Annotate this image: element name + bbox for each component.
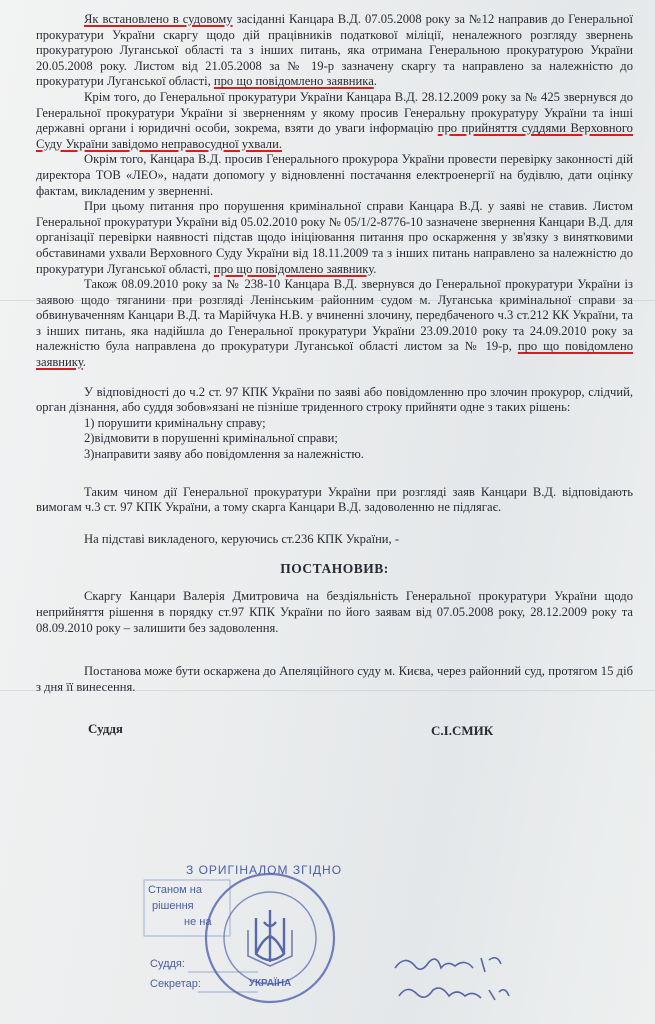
court-seal-icon bbox=[202, 870, 338, 1006]
stamp-line: не на bbox=[184, 916, 212, 928]
text-segment: засіданні Канцара В.Д. 07.05.2008 року за №12 направив до Генеральної прокуратури України скаргу щодо дій працівників податкової міліції, неналежного розгляду звернень прокуратурою Луганської області та з інших питань, яка отримана Генеральною прокуратурою України 20.05.2008 року. Листом від 21.05.2008 за № 19-р зазначену скаргу та направлено за належністю до прокуратури Луганської області, bbox=[36, 12, 633, 89]
paragraph-2 bbox=[36, 90, 633, 152]
stamp-label-judge: Суддя: bbox=[150, 958, 185, 970]
text-segment: . bbox=[373, 261, 377, 276]
seal-text: УКРАЇНА bbox=[248, 978, 292, 989]
paragraph-conclusion: Таким чином дії Генеральної прокуратури України при розгляді заяв Канцари В.Д. відповідають вимогам ч.3 ст. 97 КПК України, а тому скарга Канцари В.Д. задоволенню не підлягає. bbox=[36, 484, 633, 515]
underlined-text: про що повідомлено заявнику bbox=[36, 339, 634, 370]
decision-heading: ПОСТАНОВИВ: bbox=[280, 561, 389, 577]
stamp-label-secretary: Секретар: bbox=[150, 978, 201, 990]
option-item: 2)відмовити в порушенні кримінальної справи; bbox=[84, 431, 338, 446]
judge-label: Суддя bbox=[88, 721, 123, 737]
stamp-line: рішення bbox=[152, 900, 194, 912]
text-segment: При цьому питання про порушення кримінальної справи Канцара В.Д. у заяві не ставив. Листом Генеральної прокуратури України від 05.02.2010 року № 05/1/2-8776-10 зазначене звернення Канцари В.Д. для організації перевірки наявності підстав щодо ініціювання питання про оскарження у зв'язку з винятковими обставинами ухвали Верховного Суду України від 18.11.2009 та з інших питань направлено за належністю до прокуратури Луганської області, bbox=[36, 199, 633, 276]
option-item: 3)направити заяву або повідомлення за належністю. bbox=[84, 447, 364, 462]
spacer bbox=[36, 636, 633, 664]
text-segment: Окрім того, Канцара В.Д. просив Генерального прокурора України провести перевірку законності дій директора ТОВ «ЛЕО», надати допомогу у відновленні постачання електроенергії на будівлю, дати оцінку фактам, викладеним у зверненні. bbox=[36, 152, 633, 198]
stamp-line: З ОРИГІНАЛОМ ЗГІДНО bbox=[186, 863, 343, 877]
stamp-line: Станом на bbox=[148, 884, 202, 896]
paragraph-3 bbox=[36, 152, 633, 199]
paragraph-4 bbox=[36, 199, 633, 277]
paragraph-5 bbox=[36, 277, 633, 371]
options-list bbox=[36, 416, 633, 463]
option-item: 1) порушити кримінальну справу; bbox=[84, 415, 266, 430]
document-body bbox=[36, 12, 633, 371]
spacer bbox=[36, 371, 633, 385]
underlined-text: про прийняття суддями Верховного Суду України завідомо неправосудної ухвали. bbox=[36, 121, 633, 151]
paper-fold bbox=[0, 300, 655, 301]
signature-row bbox=[36, 713, 633, 753]
paragraph-decision: Скаргу Канцари Валерія Дмитровича на бездіяльність Генеральної прокуратури України щодо неприйняття рішення в порядку ст.97 КПК України по його заявам від 07.05.2008 року, 28.12.2009 року та 08.09.2010 року – залишити без задоволення. bbox=[36, 589, 633, 635]
paragraph-basis: На підставі викладеного, керуючись ст.236 КПК України, - bbox=[84, 531, 400, 546]
underlined-text: про що повідомлено заявнику bbox=[213, 261, 374, 276]
text-segment: Також 08.09.2010 року за № 238-10 Канцара В.Д. звернувся до Генеральної прокуратури України із заявою щодо тяганини при розгляді Ленінським районним судом м. Луганська кримінальної справи за обвинуваченням Канцари В.Д. та Марійчука Н.В. у вчиненні злочину, передбаченого ч.3 ст.212 КК України, та з інших питань, яка надійшла до Генеральної прокуратури України 23.09.2010 року та 24.09.2010 року за належністю була направлена до прокуратури Луганської області листом за № 19-р, bbox=[36, 277, 633, 354]
text-segment: . bbox=[373, 74, 377, 89]
handwritten-signature-icon bbox=[385, 950, 515, 1010]
paragraph-1 bbox=[36, 12, 633, 90]
underlined-text: Як встановлено в судовому bbox=[84, 12, 233, 26]
paragraph-article-97: У відповідності до ч.2 ст. 97 КПК України по заяві або повідомленню про злочин прокурор, слідчий, орган дізнання, або суддя зобов»язані не пізніше триденного строку прийняти одне з таких рішень: bbox=[36, 384, 633, 415]
spacer bbox=[36, 463, 633, 485]
spacer bbox=[36, 516, 633, 532]
paragraph-appeal: Постанова може бути оскаржена до Апеляційного суду м. Києва, через районний суд, протягом 15 діб з дня її винесення. bbox=[36, 664, 633, 694]
judge-name: С.І.СМИК bbox=[431, 723, 494, 739]
text-segment: Крім того, до Генеральної прокуратури України Канцара В.Д. 28.12.2009 року за № 425 звернувся до Генеральної прокуратури України зі зверненням у якому просив Генеральну прокуратуру України та інші державні органи і юридичні особи, зокрема, взяти до уваги інформацію bbox=[36, 89, 633, 136]
underlined-text: про що повідомлено заявника bbox=[213, 74, 374, 89]
paper-fold bbox=[0, 690, 655, 691]
text-segment: . bbox=[82, 355, 86, 370]
